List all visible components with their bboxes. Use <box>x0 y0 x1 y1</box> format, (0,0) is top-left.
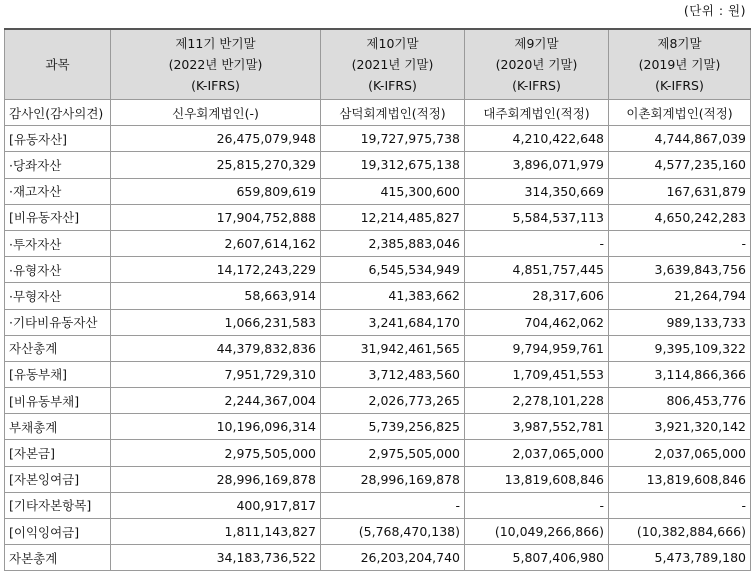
value-cell: 9,794,959,761 <box>465 335 609 361</box>
value-cell: 14,172,243,229 <box>111 257 321 283</box>
value-cell: 2,026,773,265 <box>321 388 465 414</box>
value-cell: 44,379,832,836 <box>111 335 321 361</box>
value-cell: - <box>609 492 751 518</box>
value-cell: - <box>465 492 609 518</box>
table-row <box>5 283 751 309</box>
row-label: [자본금] <box>5 440 111 466</box>
table-row <box>5 545 751 571</box>
row-label: 자본총계 <box>5 545 111 571</box>
row-label: [비유동자산] <box>5 204 111 230</box>
value-cell: 167,631,879 <box>609 178 751 204</box>
row-label: [비유동부채] <box>5 388 111 414</box>
value-cell: 400,917,817 <box>111 492 321 518</box>
value-cell: 4,577,235,160 <box>609 152 751 178</box>
header-period-date: (2021년 기말) <box>351 57 434 72</box>
value-cell: 34,183,736,522 <box>111 545 321 571</box>
value-cell: 5,584,537,113 <box>465 204 609 230</box>
row-label: [이익잉여금] <box>5 519 111 545</box>
table-row <box>5 257 751 283</box>
value-cell: 9,395,109,322 <box>609 335 751 361</box>
value-cell: 10,196,096,314 <box>111 414 321 440</box>
header-period-date: (2022년 반기말) <box>168 57 263 72</box>
value-cell: 1,066,231,583 <box>111 309 321 335</box>
header-period-date: (2019년 기말) <box>638 57 721 72</box>
row-label: ·기타비유동자산 <box>5 309 111 335</box>
value-cell: 659,809,619 <box>111 178 321 204</box>
value-cell: 28,996,169,878 <box>321 466 465 492</box>
value-cell: 25,815,270,329 <box>111 152 321 178</box>
value-cell: - <box>465 230 609 256</box>
value-cell: - <box>609 230 751 256</box>
row-label: 감사인(감사의견) <box>5 100 111 126</box>
header-period-label: 제10기말 <box>366 36 419 51</box>
value-cell: 2,037,065,000 <box>465 440 609 466</box>
table-row <box>5 335 751 361</box>
value-cell: 13,819,608,846 <box>465 466 609 492</box>
value-cell: 704,462,062 <box>465 309 609 335</box>
value-cell: 3,987,552,781 <box>465 414 609 440</box>
header-period-11 <box>111 29 321 100</box>
value-cell: 3,241,684,170 <box>321 309 465 335</box>
row-label: 부채총계 <box>5 414 111 440</box>
value-cell: (10,049,266,866) <box>465 519 609 545</box>
value-cell: 3,896,071,979 <box>465 152 609 178</box>
value-cell: 28,996,169,878 <box>111 466 321 492</box>
unit-note: (단위 : 원) <box>683 3 746 18</box>
value-cell: 28,317,606 <box>465 283 609 309</box>
value-cell: 415,300,600 <box>321 178 465 204</box>
table-row <box>5 361 751 387</box>
row-label: [자본잉여금] <box>5 466 111 492</box>
value-cell: - <box>321 492 465 518</box>
table-row <box>5 519 751 545</box>
table-row <box>5 178 751 204</box>
header-period-standard: (K-IFRS) <box>512 78 561 93</box>
table-row <box>5 204 751 230</box>
table-row <box>5 126 751 152</box>
header-period-date: (2020년 기말) <box>495 57 578 72</box>
header-period-standard: (K-IFRS) <box>191 78 240 93</box>
value-cell: (5,768,470,138) <box>321 519 465 545</box>
header-period-9 <box>465 29 609 100</box>
table-row <box>5 466 751 492</box>
value-cell: 2,385,883,046 <box>321 230 465 256</box>
value-cell: 6,545,534,949 <box>321 257 465 283</box>
value-cell: 2,244,367,004 <box>111 388 321 414</box>
table-row <box>5 492 751 518</box>
auditor-row <box>5 100 751 126</box>
value-cell: 4,744,867,039 <box>609 126 751 152</box>
table-row <box>5 414 751 440</box>
table-row <box>5 309 751 335</box>
value-cell: 314,350,669 <box>465 178 609 204</box>
auditor-cell: 삼덕회계법인(적정) <box>321 100 465 126</box>
value-cell: 3,639,843,756 <box>609 257 751 283</box>
row-label: [유동부채] <box>5 361 111 387</box>
header-period-10 <box>321 29 465 100</box>
header-account: 과목 <box>5 29 111 100</box>
value-cell: 3,712,483,560 <box>321 361 465 387</box>
row-label: [기타자본항목] <box>5 492 111 518</box>
value-cell: 5,473,789,180 <box>609 545 751 571</box>
value-cell: 4,650,242,283 <box>609 204 751 230</box>
value-cell: 1,709,451,553 <box>465 361 609 387</box>
value-cell: 26,475,079,948 <box>111 126 321 152</box>
header-period-label: 제9기말 <box>514 36 559 51</box>
value-cell: 5,739,256,825 <box>321 414 465 440</box>
value-cell: 2,278,101,228 <box>465 388 609 414</box>
value-cell: 12,214,485,827 <box>321 204 465 230</box>
value-cell: 13,819,608,846 <box>609 466 751 492</box>
value-cell: 806,453,776 <box>609 388 751 414</box>
value-cell: 2,037,065,000 <box>609 440 751 466</box>
header-period-label: 제8기말 <box>657 36 702 51</box>
table-row <box>5 230 751 256</box>
value-cell: 21,264,794 <box>609 283 751 309</box>
table-row <box>5 388 751 414</box>
value-cell: 4,210,422,648 <box>465 126 609 152</box>
financial-summary-table <box>4 28 751 571</box>
table-header-row <box>5 29 751 100</box>
row-label: ·투자자산 <box>5 230 111 256</box>
header-period-standard: (K-IFRS) <box>655 78 704 93</box>
value-cell: 3,921,320,142 <box>609 414 751 440</box>
auditor-cell: 대주회계법인(적정) <box>465 100 609 126</box>
table-row <box>5 440 751 466</box>
value-cell: 19,312,675,138 <box>321 152 465 178</box>
value-cell: 1,811,143,827 <box>111 519 321 545</box>
row-label: [유동자산] <box>5 126 111 152</box>
value-cell: 58,663,914 <box>111 283 321 309</box>
table-row <box>5 152 751 178</box>
value-cell: 7,951,729,310 <box>111 361 321 387</box>
value-cell: 989,133,733 <box>609 309 751 335</box>
value-cell: 26,203,204,740 <box>321 545 465 571</box>
value-cell: 19,727,975,738 <box>321 126 465 152</box>
value-cell: 2,975,505,000 <box>321 440 465 466</box>
row-label: 자산총계 <box>5 335 111 361</box>
value-cell: (10,382,884,666) <box>609 519 751 545</box>
auditor-cell: 이촌회계법인(적정) <box>609 100 751 126</box>
value-cell: 41,383,662 <box>321 283 465 309</box>
value-cell: 4,851,757,445 <box>465 257 609 283</box>
value-cell: 2,975,505,000 <box>111 440 321 466</box>
header-period-8 <box>609 29 751 100</box>
value-cell: 17,904,752,888 <box>111 204 321 230</box>
value-cell: 5,807,406,980 <box>465 545 609 571</box>
row-label: ·무형자산 <box>5 283 111 309</box>
value-cell: 31,942,461,565 <box>321 335 465 361</box>
value-cell: 3,114,866,366 <box>609 361 751 387</box>
row-label: ·재고자산 <box>5 178 111 204</box>
row-label: ·유형자산 <box>5 257 111 283</box>
row-label: ·당좌자산 <box>5 152 111 178</box>
header-period-standard: (K-IFRS) <box>368 78 417 93</box>
header-period-label: 제11기 반기말 <box>175 36 256 51</box>
value-cell: 2,607,614,162 <box>111 230 321 256</box>
auditor-cell: 신우회계법인(-) <box>111 100 321 126</box>
